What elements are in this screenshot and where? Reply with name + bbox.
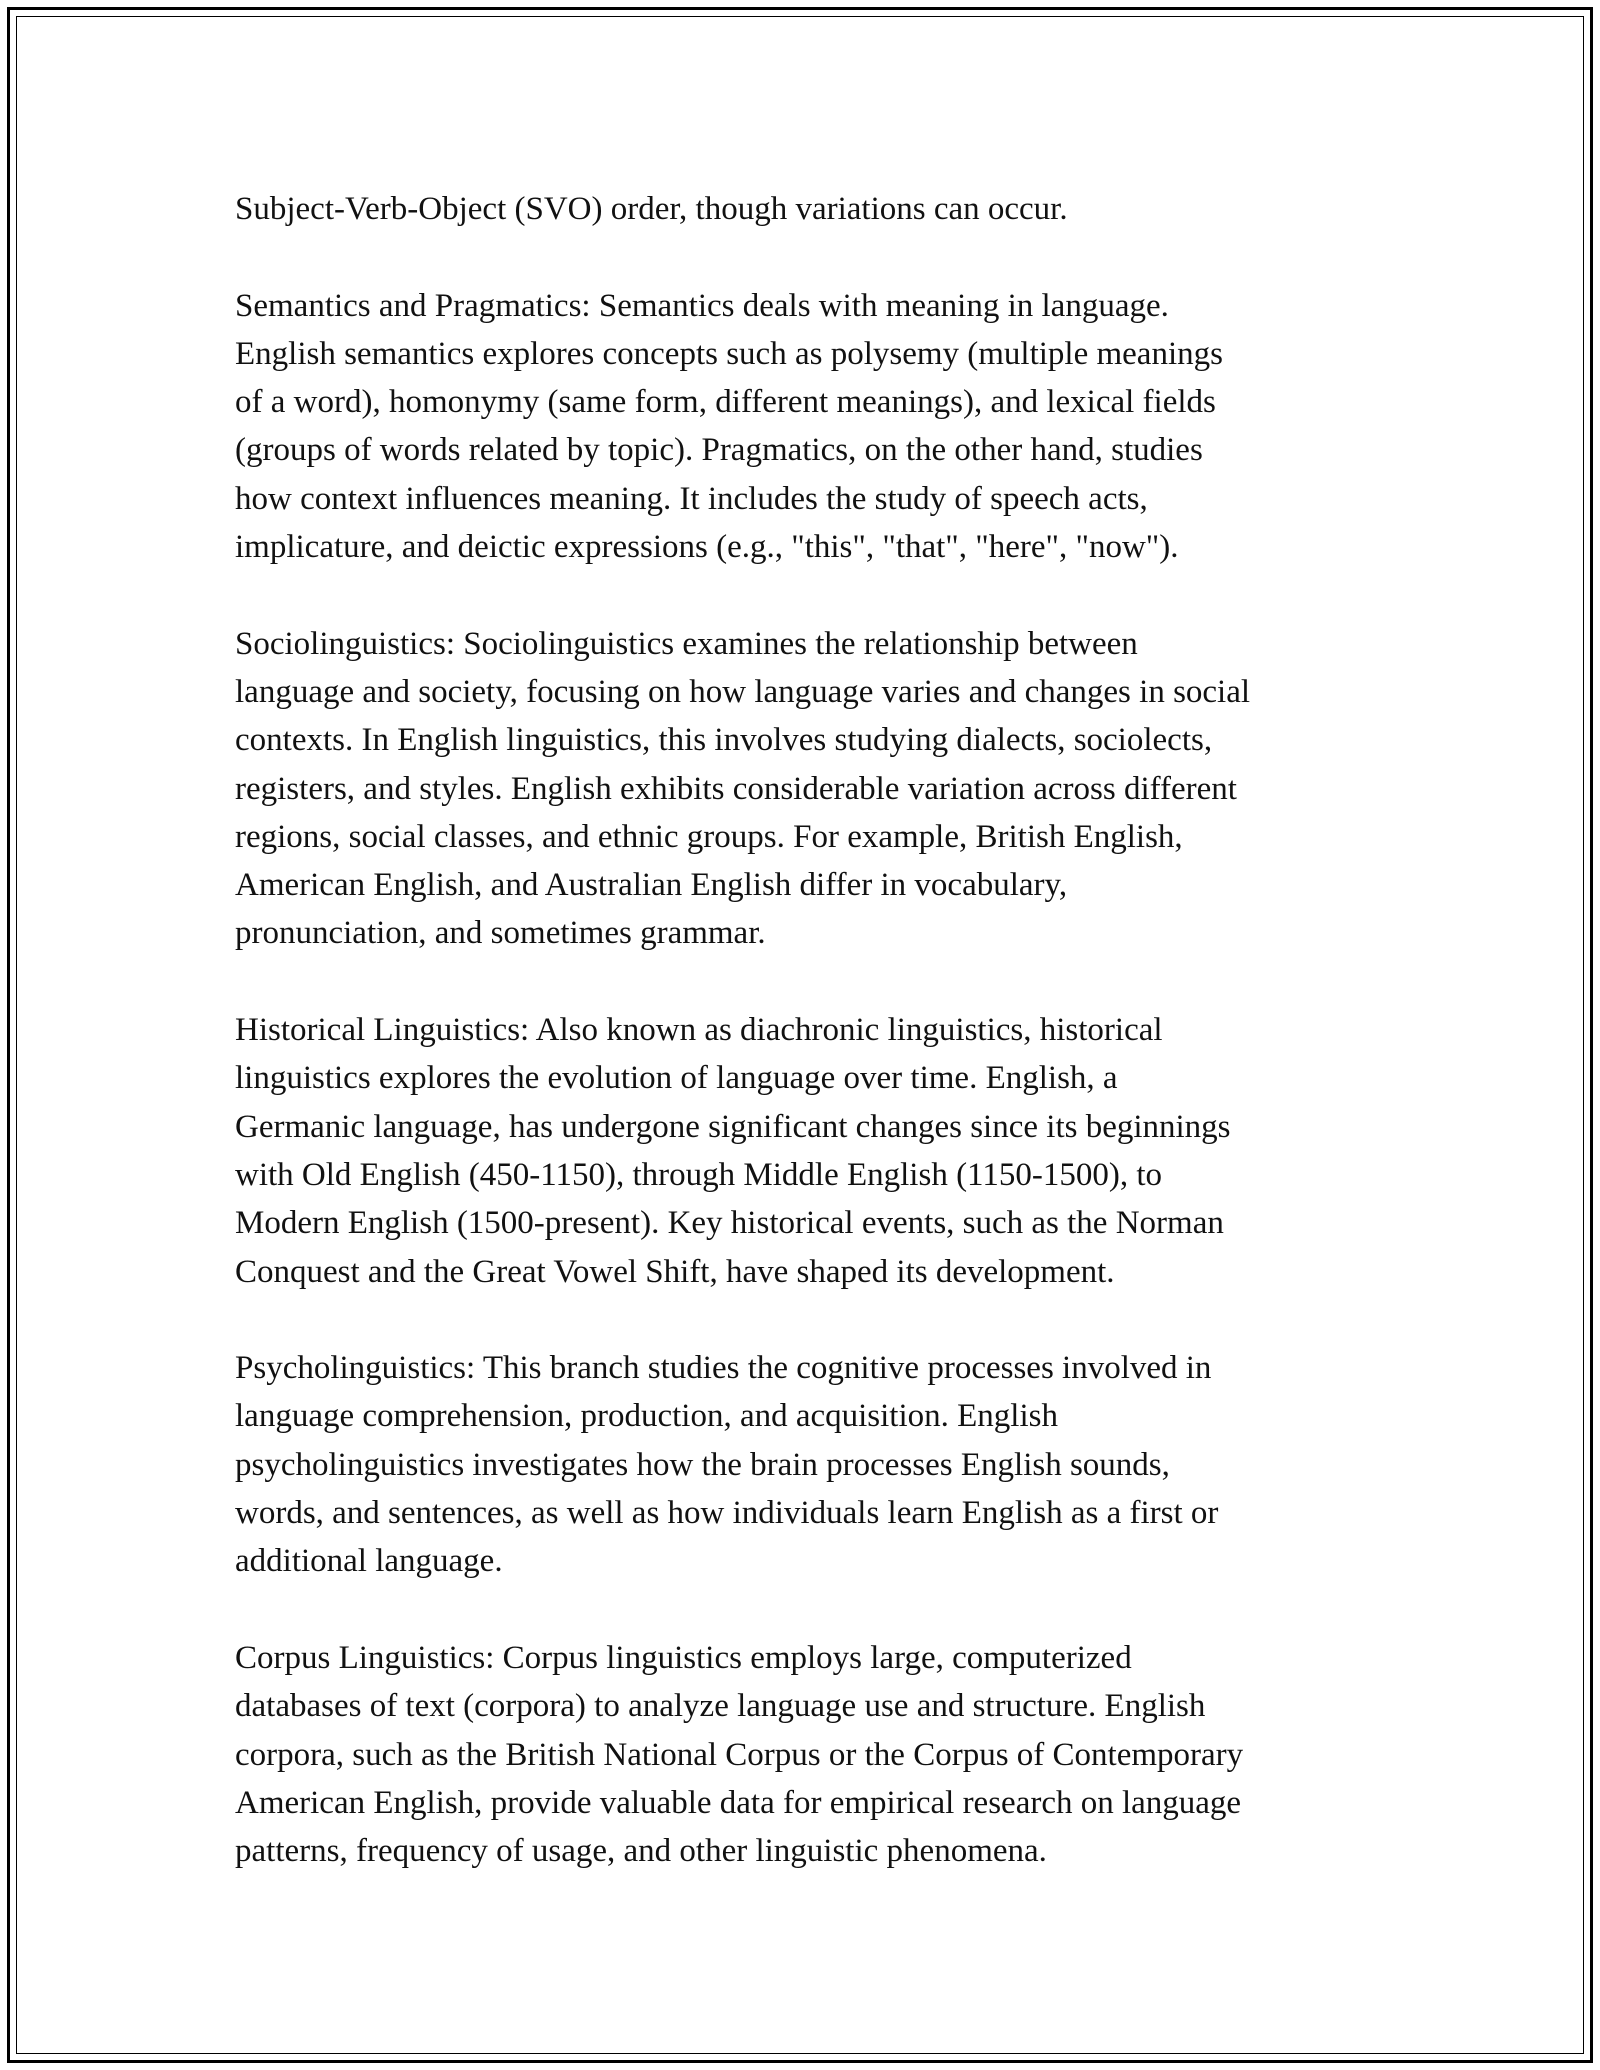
text-line: American English, and Australian English differ in vocabulary,	[235, 867, 1068, 904]
text-line: databases of text (corpora) to analyze language use and structure. English	[235, 1688, 1206, 1725]
text-line: corpora, such as the British National Corpus or the Corpus of Contemporary	[235, 1736, 1244, 1773]
text-line: how context influences meaning. It includes the study of speech acts,	[235, 480, 1148, 517]
paragraph-svo-order	[235, 185, 1375, 233]
text-line: (groups of words related by topic). Pragmatics, on the other hand, studies	[235, 432, 1203, 469]
text-line: words, and sentences, as well as how individuals learn English as a first or	[235, 1495, 1219, 1532]
text-line: pronunciation, and sometimes grammar.	[235, 915, 766, 952]
text-line: linguistics explores the evolution of language over time. English, a	[235, 1060, 1118, 1097]
text-line: American English, provide valuable data for empirical research on language	[235, 1784, 1242, 1821]
text-line: psycholinguistics investigates how the brain processes English sounds,	[235, 1446, 1170, 1483]
text-line: contexts. In English linguistics, this involves studying dialects, sociolects,	[235, 722, 1213, 759]
text-line: Historical Linguistics: Also known as diachronic linguistics, historical	[235, 1012, 1163, 1049]
paragraph-sociolinguistics	[235, 620, 1375, 958]
text-line: language and society, focusing on how language varies and changes in social	[235, 673, 1251, 710]
text-line: Sociolinguistics: Sociolinguistics examines the relationship between	[235, 625, 1138, 662]
text-line: implicature, and deictic expressions (e.g., "this", "that", "here", "now").	[235, 529, 1179, 566]
text-line: English semantics explores concepts such as polysemy (multiple meanings	[235, 335, 1223, 372]
text-line: Psycholinguistics: This branch studies the cognitive processes involved in	[235, 1350, 1212, 1387]
text-line: additional language.	[235, 1543, 503, 1580]
text-line: Corpus Linguistics: Corpus linguistics employs large, computerized	[235, 1639, 1132, 1676]
paragraph-semantics-pragmatics	[235, 282, 1375, 572]
text-line: Semantics and Pragmatics: Semantics deals with meaning in language.	[235, 287, 1169, 324]
text-line: language comprehension, production, and acquisition. English	[235, 1398, 1058, 1435]
text-line: Modern English (1500-present). Key historical events, such as the Norman	[235, 1205, 1224, 1242]
text-line: of a word), homonymy (same form, different meanings), and lexical fields	[235, 384, 1216, 421]
document-body	[235, 185, 1375, 1924]
text-line: Subject-Verb-Object (SVO) order, though variations can occur.	[235, 191, 1068, 227]
paragraph-psycholinguistics	[235, 1344, 1375, 1585]
paragraph-historical-linguistics	[235, 1006, 1375, 1296]
text-line: regions, social classes, and ethnic groups. For example, British English,	[235, 818, 1183, 855]
text-line: Germanic language, has undergone significant changes since its beginnings	[235, 1108, 1231, 1145]
text-line: Conquest and the Great Vowel Shift, have shaped its development.	[235, 1253, 1115, 1290]
text-line: patterns, frequency of usage, and other linguistic phenomena.	[235, 1833, 1047, 1870]
paragraph-corpus-linguistics	[235, 1634, 1375, 1875]
text-line: with Old English (450-1150), through Middle English (1150-1500), to	[235, 1156, 1162, 1193]
text-line: registers, and styles. English exhibits considerable variation across different	[235, 770, 1237, 807]
